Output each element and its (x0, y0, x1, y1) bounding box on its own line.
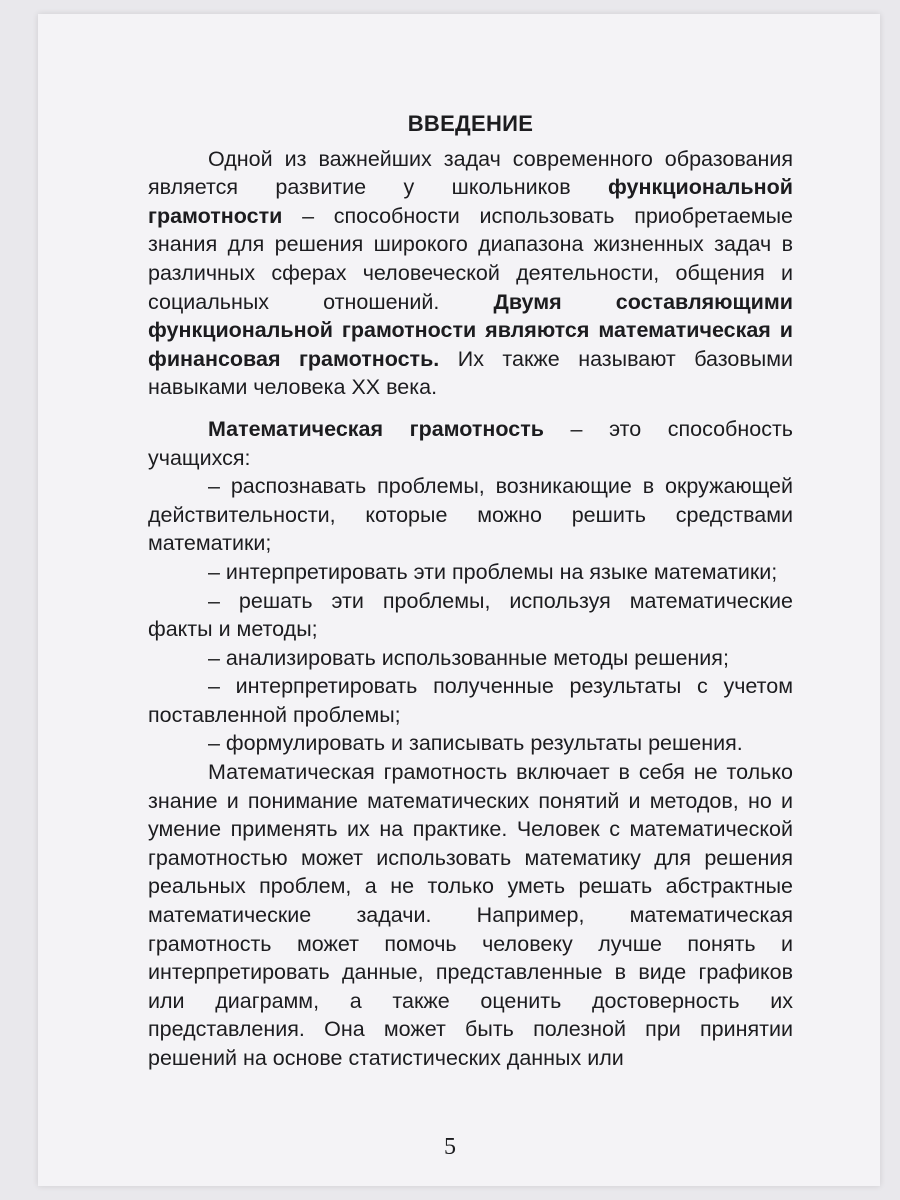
term-math-literacy: Математическая грамотность (208, 416, 544, 441)
section-title: ВВЕДЕНИЕ (407, 111, 534, 136)
page-number: 5 (444, 1134, 456, 1160)
definition-paragraph (148, 415, 793, 472)
intro-text-2: – способности использовать приобретаемые знания для решения широкого диапазона жизненных задач в различных сферах человеческой деятельности, общения и социальных отношений. (148, 203, 793, 314)
intro-paragraph (148, 145, 793, 402)
list-item: – формулировать и записывать результаты решения. (208, 731, 743, 756)
intro-text-1: Одной из важнейших задач современного образования является развитие у школьников (148, 146, 793, 200)
term-functional-literacy: функциональной грамотности (148, 175, 793, 228)
body-paragraph: Математическая грамотность включает в себя не только знание и понимание математических понятий и методов, но и умение применять их на практике. Человек с математической грамотностью может использовать математику для решения реальных проблем, а не только уметь решать абстрактные математические задачи. Например, математическая грамотность может помочь человеку лучше понять и интерпретировать данные, представленные в виде графиков или диаграмм, а также оценить достоверность их представления. Она может быть полезной при принятии решений на основе статистических данных или (148, 760, 793, 1070)
list-item: – интерпретировать полученные результаты с учетом поставленной проблемы; (148, 674, 793, 727)
list-item: – решать эти проблемы, используя математические факты и методы; (148, 588, 793, 642)
list-item: – распознавать проблемы, возникающие в окружающей действительности, которые можно решить средствами математики; (148, 474, 793, 556)
list-item: – интерпретировать эти проблемы на языке математики; (208, 559, 778, 584)
list-item: – анализировать использованные методы решения; (208, 645, 729, 670)
key-statement: Двумя составляющими функциональной грамотности являются математическая и финансовая грамотность. (148, 289, 794, 371)
definition-text: – это способность учащихся: (148, 416, 794, 470)
book-page (38, 14, 880, 1186)
intro-text-3: Их также называют базовыми навыками человека XX века. (148, 346, 793, 400)
page-content (148, 110, 793, 1073)
